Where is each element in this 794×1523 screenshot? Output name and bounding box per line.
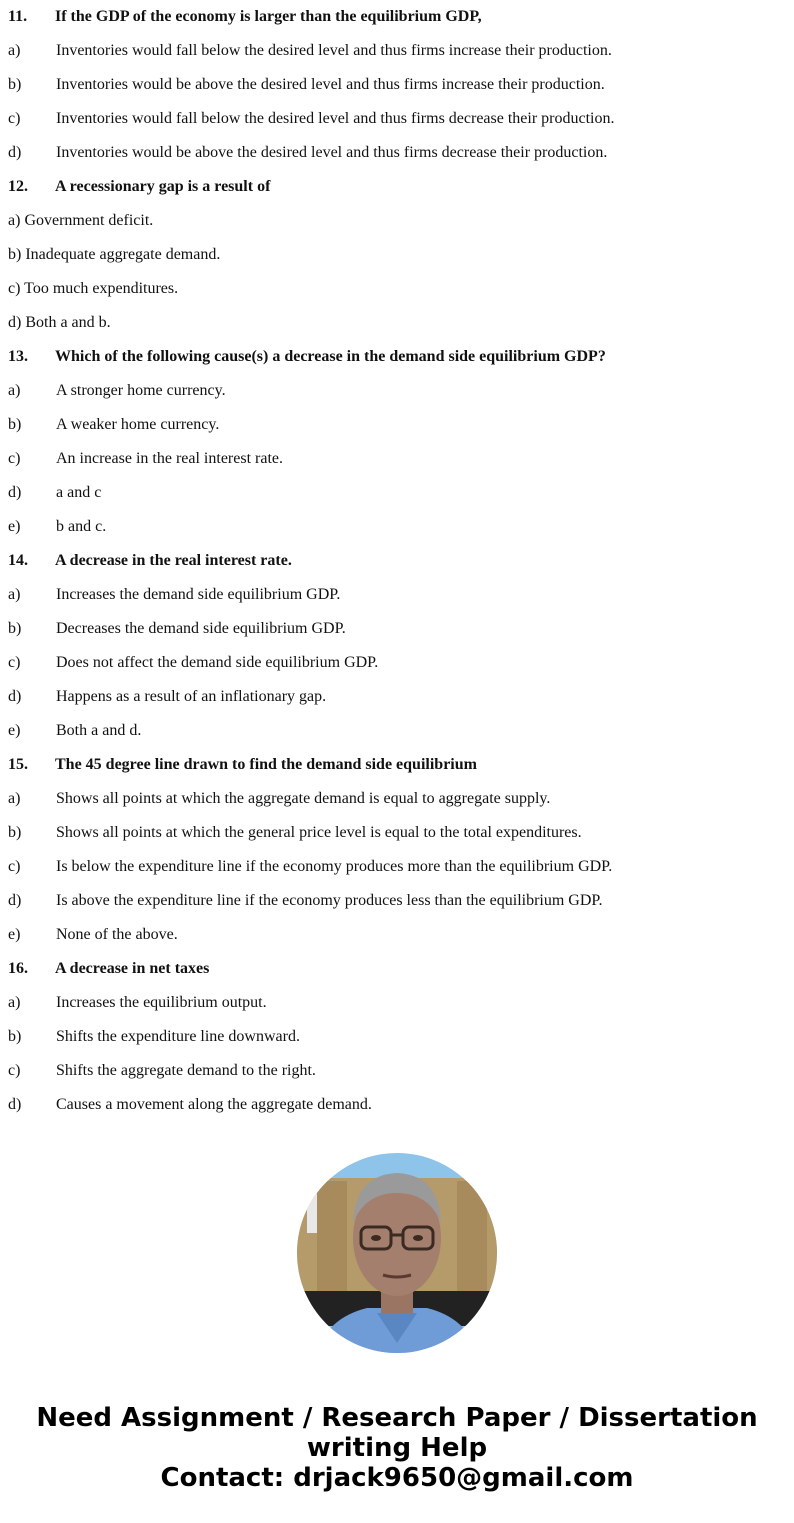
option-text: None of the above.	[56, 926, 178, 943]
promo-banner	[0, 1403, 794, 1493]
option-13-c	[8, 448, 788, 482]
option-text: Increases the equilibrium output.	[56, 994, 267, 1011]
option-text: b and c.	[56, 518, 107, 535]
option-label: e)	[8, 518, 21, 535]
question-number: 12.	[8, 178, 28, 195]
option-15-a	[8, 788, 788, 822]
promo-line-1: Need Assignment / Research Paper / Dissertation	[36, 1403, 758, 1433]
option-text: A weaker home currency.	[56, 416, 220, 433]
option-11-c	[8, 108, 788, 142]
option-14-e	[8, 720, 788, 754]
option-16-d	[8, 1094, 788, 1128]
option-14-b	[8, 618, 788, 652]
option-14-c	[8, 652, 788, 686]
option-text: Shows all points at which the general price level is equal to the total expenditures.	[56, 824, 582, 841]
option-label: d)	[8, 892, 22, 909]
option-text: Is below the expenditure line if the economy produces more than the equilibrium GDP.	[56, 858, 613, 875]
option-text: Inventories would be above the desired level and thus firms increase their production.	[56, 76, 605, 93]
question-14	[8, 550, 788, 584]
option-label: e)	[8, 722, 21, 739]
option-15-e	[8, 924, 788, 958]
option-11-a	[8, 40, 788, 74]
option-text: Does not affect the demand side equilibrium GDP.	[56, 654, 379, 671]
option-12-d	[8, 312, 788, 346]
option-label: c)	[8, 1062, 21, 1079]
option-text: a and c	[56, 484, 102, 501]
option-16-a	[8, 992, 788, 1026]
question-text: A decrease in net taxes	[55, 960, 210, 977]
option-13-e	[8, 516, 788, 550]
option-label: b)	[8, 824, 22, 841]
option-label: a)	[8, 382, 21, 399]
option-label: d)	[8, 314, 22, 331]
option-label: c)	[8, 450, 21, 467]
option-text: Causes a movement along the aggregate demand.	[56, 1096, 372, 1113]
question-text: A decrease in the real interest rate.	[55, 552, 292, 569]
option-12-c	[8, 278, 788, 312]
option-label: a)	[8, 994, 21, 1011]
option-label: d)	[8, 688, 22, 705]
option-11-d	[8, 142, 788, 176]
promo-contact: Contact: drjack9650@gmail.com	[160, 1463, 634, 1493]
question-text: Which of the following cause(s) a decrease in the demand side equilibrium GDP?	[55, 348, 606, 365]
question-text: A recessionary gap is a result of	[55, 178, 271, 195]
question-number: 14.	[8, 552, 28, 569]
question-number: 16.	[8, 960, 28, 977]
option-label: b)	[8, 76, 22, 93]
option-text: Government deficit.	[24, 212, 154, 229]
promo-line-2: writing Help	[306, 1433, 488, 1463]
question-text: If the GDP of the economy is larger than the equilibrium GDP,	[55, 8, 482, 25]
person-photo-icon	[297, 1153, 497, 1353]
option-text: An increase in the real interest rate.	[56, 450, 283, 467]
option-11-b	[8, 74, 788, 108]
option-13-b	[8, 414, 788, 448]
option-text: A stronger home currency.	[56, 382, 226, 399]
option-label: d)	[8, 144, 22, 161]
option-label: a)	[8, 212, 21, 229]
option-text: Shows all points at which the aggregate demand is equal to aggregate supply.	[56, 790, 551, 807]
option-15-d	[8, 890, 788, 924]
option-label: b)	[8, 246, 22, 263]
option-16-b	[8, 1026, 788, 1060]
question-15	[8, 754, 788, 788]
option-label: c)	[8, 280, 21, 297]
option-label: a)	[8, 586, 21, 603]
question-number: 11.	[8, 8, 28, 25]
option-label: c)	[8, 654, 21, 671]
option-12-a	[8, 210, 788, 244]
option-14-d	[8, 686, 788, 720]
option-text: Inadequate aggregate demand.	[25, 246, 221, 263]
option-text: Too much expenditures.	[24, 280, 179, 297]
option-text: Shifts the expenditure line downward.	[56, 1028, 300, 1045]
option-text: Shifts the aggregate demand to the right.	[56, 1062, 316, 1079]
option-text: Inventories would be above the desired level and thus firms decrease their production.	[56, 144, 608, 161]
question-number: 15.	[8, 756, 28, 773]
option-text: Inventories would fall below the desired level and thus firms increase their production.	[56, 42, 612, 59]
question-number: 13.	[8, 348, 28, 365]
option-label: b)	[8, 620, 22, 637]
option-text: Both a and b.	[25, 314, 111, 331]
option-label: a)	[8, 42, 21, 59]
option-15-c	[8, 856, 788, 890]
option-16-c	[8, 1060, 788, 1094]
option-label: c)	[8, 110, 21, 127]
question-11	[8, 6, 788, 40]
option-text: Increases the demand side equilibrium GDP.	[56, 586, 341, 603]
option-12-b	[8, 244, 788, 278]
option-13-a	[8, 380, 788, 414]
option-text: Decreases the demand side equilibrium GDP.	[56, 620, 346, 637]
question-12	[8, 176, 788, 210]
option-14-a	[8, 584, 788, 618]
question-document	[8, 6, 788, 1128]
question-16	[8, 958, 788, 992]
avatar	[297, 1153, 497, 1353]
option-label: a)	[8, 790, 21, 807]
question-13	[8, 346, 788, 380]
option-label: b)	[8, 416, 22, 433]
option-label: e)	[8, 926, 21, 943]
option-label: b)	[8, 1028, 22, 1045]
question-text: The 45 degree line drawn to find the demand side equilibrium	[55, 756, 477, 773]
option-15-b	[8, 822, 788, 856]
option-text: Is above the expenditure line if the economy produces less than the equilibrium GDP.	[56, 892, 603, 909]
option-label: d)	[8, 484, 22, 501]
option-text: Both a and d.	[56, 722, 142, 739]
option-label: d)	[8, 1096, 22, 1113]
option-13-d	[8, 482, 788, 516]
option-label: c)	[8, 858, 21, 875]
option-text: Happens as a result of an inflationary gap.	[56, 688, 327, 705]
option-text: Inventories would fall below the desired level and thus firms decrease their production.	[56, 110, 615, 127]
